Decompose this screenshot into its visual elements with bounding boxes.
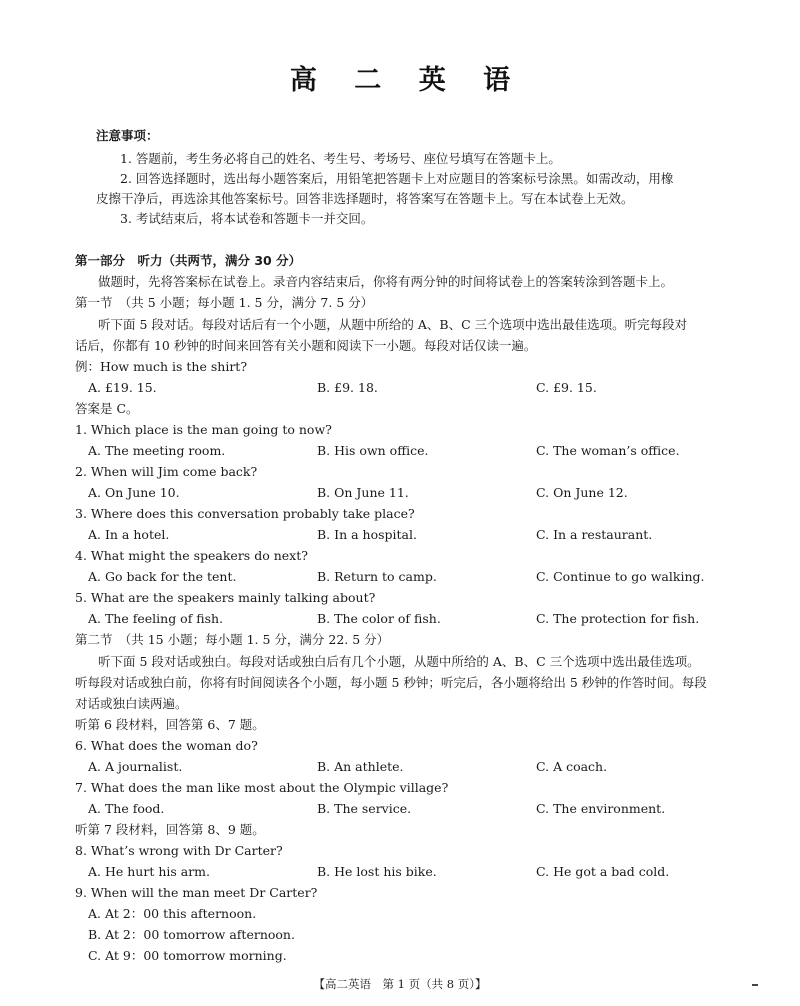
option-c: C. The woman’s office. [536, 443, 680, 458]
part1-intro: 做题时，先将答案标在试卷上。录音内容结束后，你将有两分钟的时间将试卷上的答案转涂到答题卡上。 [98, 274, 674, 289]
option-a: A. £19. 15. [88, 380, 157, 395]
question-2: 2. When will Jim come back? [75, 464, 258, 479]
question-4: 4. What might the speakers do next? [75, 548, 308, 563]
notice-line: 1. 答题前，考生务必将自己的姓名、考生号、考场号、座位号填写在答题卡上。 [120, 151, 561, 166]
example-answer: 答案是 C。 [75, 401, 139, 416]
notice-heading: 注意事项： [96, 128, 159, 143]
option-b: B. An athlete. [317, 759, 404, 774]
notice-line: 3. 考试结束后，将本试卷和答题卡一并交回。 [120, 211, 374, 226]
material-heading: 听第 6 段材料，回答第 6、7 题。 [75, 717, 265, 732]
option-b: B. In a hospital. [317, 527, 417, 542]
option-a: A. Go back for the tent. [88, 569, 237, 584]
notice-line: 皮擦干净后，再选涂其他答案标号。回答非选择题时，将答案写在答题卡上。写在本试卷上无效。 [96, 191, 634, 206]
option-b: B. Return to camp. [317, 569, 437, 584]
question-8: 8. What’s wrong with Dr Carter? [75, 843, 283, 858]
corner-mark [752, 984, 758, 986]
section2-directions: 听下面 5 段对话或独白。每段对话或独白后有几个小题，从题中所给的 A、B、C 三个选项中选出最佳选项。 [98, 654, 700, 669]
notice-line: 2. 回答选择题时，选出每小题答案后，用铅笔把答题卡上对应题目的答案标号涂黑。如需改动，用橡 [120, 171, 674, 186]
question-6: 6. What does the woman do? [75, 738, 258, 753]
option-c: C. Continue to go walking. [536, 569, 705, 584]
question-5: 5. What are the speakers mainly talking about? [75, 590, 376, 605]
page-title: 高 二 英 语 [289, 65, 525, 96]
question-7: 7. What does the man like most about the Olympic village? [75, 780, 449, 795]
option-a: A. A journalist. [88, 759, 183, 774]
option-c: C. He got a bad cold. [536, 864, 670, 879]
option-a: A. In a hotel. [88, 527, 170, 542]
question-3: 3. Where does this conversation probably take place? [75, 506, 415, 521]
section1-heading: 第一节 （共 5 小题；每小题 1. 5 分，满分 7. 5 分） [75, 295, 374, 310]
option-b: B. The color of fish. [317, 611, 441, 626]
option-a: A. The feeling of fish. [88, 611, 224, 626]
section1-directions: 听下面 5 段对话。每段对话后有一个小题，从题中所给的 A、B、C 三个选项中选出最佳选项。听完每段对 [98, 317, 688, 332]
option-c: C. The environment. [536, 801, 666, 816]
section2-heading: 第二节 （共 15 小题；每小题 1. 5 分，满分 22. 5 分） [75, 632, 390, 647]
option-b: B. At 2：00 tomorrow afternoon. [88, 927, 295, 942]
option-c: C. £9. 15. [536, 380, 597, 395]
option-a: A. The food. [88, 801, 165, 816]
question-9: 9. When will the man meet Dr Carter? [75, 885, 318, 900]
part1-heading: 第一部分 听力（共两节，满分 30 分） [75, 253, 302, 268]
example-question: 例：How much is the shirt? [75, 359, 248, 374]
question-1: 1. Which place is the man going to now? [75, 422, 332, 437]
option-b: B. He lost his bike. [317, 864, 437, 879]
option-b: B. On June 11. [317, 485, 409, 500]
option-c: C. The protection for fish. [536, 611, 700, 626]
option-c: C. At 9：00 tomorrow morning. [88, 948, 287, 963]
option-a: A. He hurt his arm. [88, 864, 211, 879]
option-c: C. A coach. [536, 759, 608, 774]
option-c: C. In a restaurant. [536, 527, 653, 542]
option-a: A. On June 10. [88, 485, 180, 500]
option-c: C. On June 12. [536, 485, 628, 500]
option-b: B. The service. [317, 801, 412, 816]
section1-directions: 话后，你都有 10 秒钟的时间来回答有关小题和阅读下一小题。每段对话仅读一遍。 [75, 338, 537, 353]
option-b: B. £9. 18. [317, 380, 378, 395]
section2-directions: 对话或独白读两遍。 [75, 696, 188, 711]
section2-directions: 听每段对话或独白前，你将有时间阅读各个小题，每小题 5 秒钟；听完后，各小题将给出 5 秒钟的作答时间。每段 [75, 675, 707, 690]
material-heading: 听第 7 段材料，回答第 8、9 题。 [75, 822, 265, 837]
page-footer: 【高二英语 第 1 页（共 8 页）】 [313, 977, 487, 991]
option-a: A. The meeting room. [88, 443, 226, 458]
option-a: A. At 2：00 this afternoon. [88, 906, 257, 921]
option-b: B. His own office. [317, 443, 429, 458]
